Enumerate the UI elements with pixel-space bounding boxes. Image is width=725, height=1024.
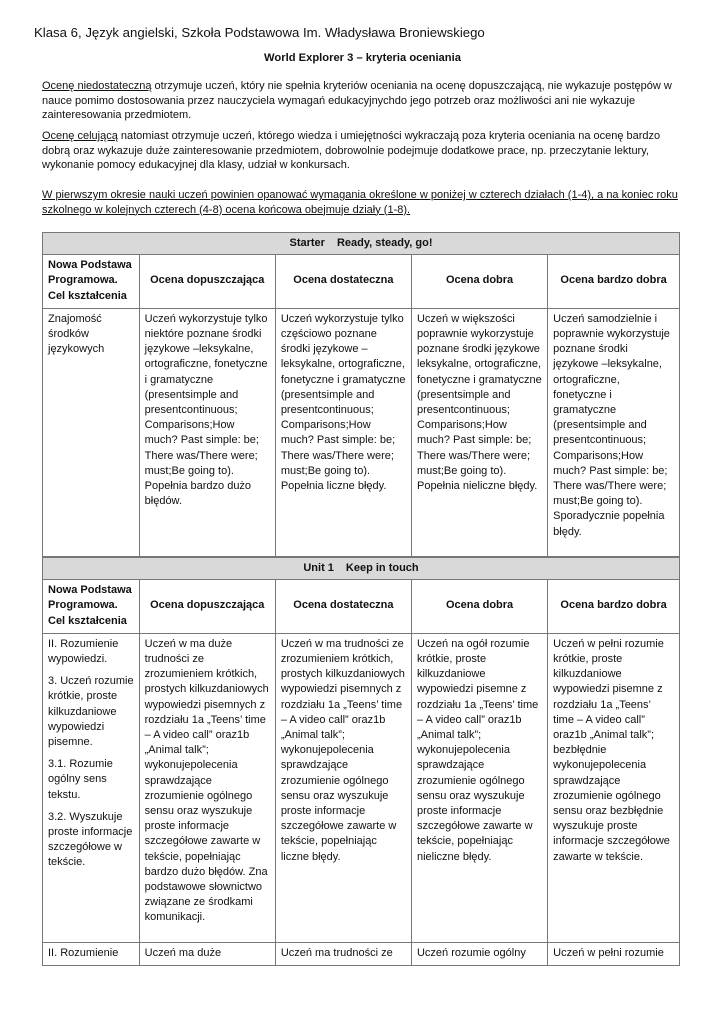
- criteria-cell: Uczeń wykorzystuje tylko częściowo poznane środki językowe –leksykalne, ortograficzne, fonetyczne i gramatyczne (presentsimple and presentcontinuous; Comparisons;How much? Past simple: be; There was/There were; must;Be going to). Popełnia liczne błędy.: [275, 308, 411, 556]
- criteria-cell: Uczeń w ma trudności ze zrozumieniem krótkich, prostych kilkuzdaniowych wypowiedzi pisemnych z rozdziału 1a „Teens’ time – A video call” oraz1b „Animal talk”; wykonujepolecenia sprawdzające zrozumienie ogólnego sensu oraz wyszukuje proste informacje szczegółowe zawarte w tekście, popełniając liczne błędy.: [275, 633, 411, 942]
- unit1-banner: [43, 558, 680, 580]
- unit1-criteria-table: [42, 557, 680, 966]
- criteria-cell: Uczeń w pełni rozumie krótkie, proste kilkuzdaniowe wypowiedzi pisemne z rozdziału 1a „Teens’ time – A video call” oraz1b „Animal talk”; bezbłędnie wykonujepolecenia sprawdzające zrozumienie ogólnego sensu oraz bezbłędnie wyszukuje proste informacje szczegółowe zawarte w tekście.: [548, 633, 680, 942]
- criteria-cell: Uczeń rozumie ogólny: [411, 942, 547, 965]
- starter-label: Starter: [289, 237, 325, 249]
- criteria-cell: Uczeń ma trudności ze: [275, 942, 411, 965]
- intro-paragraph-insufficient: [42, 79, 682, 123]
- criteria-cell: Uczeń na ogół rozumie krótkie, proste kilkuzdaniowe wypowiedzi pisemne z rozdziału 1a „Teens’ time – A video call” oraz1b „Animal talk”; wykonujepolecenia sprawdzające zrozumienie ogólnego sensu oraz wyszukuje proste informacje szczegółowe zawarte w tekście, popełniając nieliczne błędy.: [411, 633, 547, 942]
- column-header-curriculum: Nowa Podstawa Programowa. Cel kształcenia: [43, 580, 140, 634]
- row-label-part: 3.1. Rozumie ogólny sens tekstu.: [48, 758, 113, 801]
- term-excellent: Ocenę celującą: [42, 130, 118, 142]
- intro-p2-text: natomiast otrzymuje uczeń, którego wiedza i umiejętności wykraczają poza kryteria oceniania na ocenę bardzo dobrą oraz wykazuje duże zainteresowanie przedmiotem, dobrowolnie podejmuje dodatkowe prace, np. przeczytanie lektury, wykonanie pomocy edukacyjnej dla klasy, udział w konkursach.: [42, 130, 661, 171]
- row-label-part: 3. Uczeń rozumie krótkie, proste kilkuzdaniowe wypowiedzi pisemne.: [48, 675, 134, 749]
- criteria-cell: Uczeń w ma duże trudności ze zrozumieniem krótkich, prostych kilkuzdaniowych wypowiedzi pisemnych z rozdziału 1a „Teens’ time – A video call” oraz1b „Animal talk”; wykonujepolecenia sprawdzające zrozumienie ogólnego sensu oraz wyszukuje proste informacje szczegółowe zawarte w tekście, popełniając bardzo dużo błędów. Zna podstawowe słownictwo związane ze środkami komunikacji.: [139, 633, 275, 942]
- criteria-cell: Uczeń w pełni rozumie: [548, 942, 680, 965]
- criteria-cell: Uczeń wykorzystuje tylko niektóre poznane środki językowe –leksykalne, ortograficzne, fonetyczne i gramatyczne (presentsimple and presentcontinuous; Comparisons;How much? Past simple: be; There was/There were; must;Be going to). Popełnia bardzo dużo błędów.: [139, 308, 275, 556]
- criteria-cell: Uczeń samodzielnie i poprawnie wykorzystuje poznane środki językowe –leksykalne, ortograficzne, fonetyczne i gramatyczne (presentsimple and presentcontinuous; Comparisons;How much? Past simple: be; There was/There were; must;Be going to). Sporadycznie popełnia błędy.: [548, 308, 680, 556]
- document-title: World Explorer 3 – kryteria oceniania: [264, 52, 461, 64]
- column-header-grade-2: Ocena dopuszczająca: [139, 255, 275, 309]
- intro-p1-text: otrzymuje uczeń, który nie spełnia kryteriów oceniania na ocenę dopuszczającą, nie wykazuje postępów w nauce pomimo dostosowania przez nauczyciela wymagań edukacyjnychdo jego potrzeb oraz możliwości ani nie wykazuje zainteresowania przedmiotem.: [42, 80, 672, 121]
- row-label-next: II. Rozumienie: [43, 942, 140, 965]
- column-header-grade-4: Ocena dobra: [411, 255, 547, 309]
- row-label-reading: [43, 633, 140, 942]
- column-header-grade-3: Ocena dostateczna: [275, 580, 411, 634]
- column-header-grade-3: Ocena dostateczna: [275, 255, 411, 309]
- starter-criteria-table: [42, 232, 680, 557]
- starter-name: Ready, steady, go!: [336, 237, 433, 249]
- criteria-cell: Uczeń w większości poprawnie wykorzystuje poznane środki językowe leksykalne, ortograficzne, fonetyczne i gramatyczne (presentsimple and presentcontinuous; Comparisons;How much? Past simple: be; There was/There were; must;Be going to). Popełnia nieliczne błędy.: [411, 308, 547, 556]
- column-header-grade-4: Ocena dobra: [411, 580, 547, 634]
- starter-banner: [43, 233, 680, 255]
- intro-paragraph-terms: W pierwszym okresie nauki uczeń powinien opanować wymagania określone w poniżej w czterech działach (1-4), a na koniec roku szkolnego w kolejnych czterech (4-8) ocena końcowa obejmuje działy (1-8).: [42, 189, 678, 216]
- row-label-part: 3.2. Wyszukuje proste informacje szczegółowe w tekście.: [48, 810, 133, 869]
- unit1-label: Unit 1: [303, 562, 334, 574]
- unit1-name: Keep in touch: [345, 562, 419, 574]
- column-header-grade-2: Ocena dopuszczająca: [139, 580, 275, 634]
- row-label-language-means: Znajomość środków językowych: [43, 308, 140, 556]
- document-header: Klasa 6, Język angielski, Szkoła Podstawowa Im. Władysława Broniewskiego: [34, 25, 485, 40]
- criteria-cell: Uczeń ma duże: [139, 942, 275, 965]
- term-insufficient: Ocenę niedostateczną: [42, 80, 152, 92]
- column-header-grade-5: Ocena bardzo dobra: [548, 255, 680, 309]
- row-label-part: II. Rozumienie wypowiedzi.: [48, 637, 119, 666]
- column-header-grade-5: Ocena bardzo dobra: [548, 580, 680, 634]
- intro-paragraph-excellent: [42, 129, 682, 173]
- column-header-curriculum: Nowa Podstawa Programowa. Cel kształcenia: [43, 255, 140, 309]
